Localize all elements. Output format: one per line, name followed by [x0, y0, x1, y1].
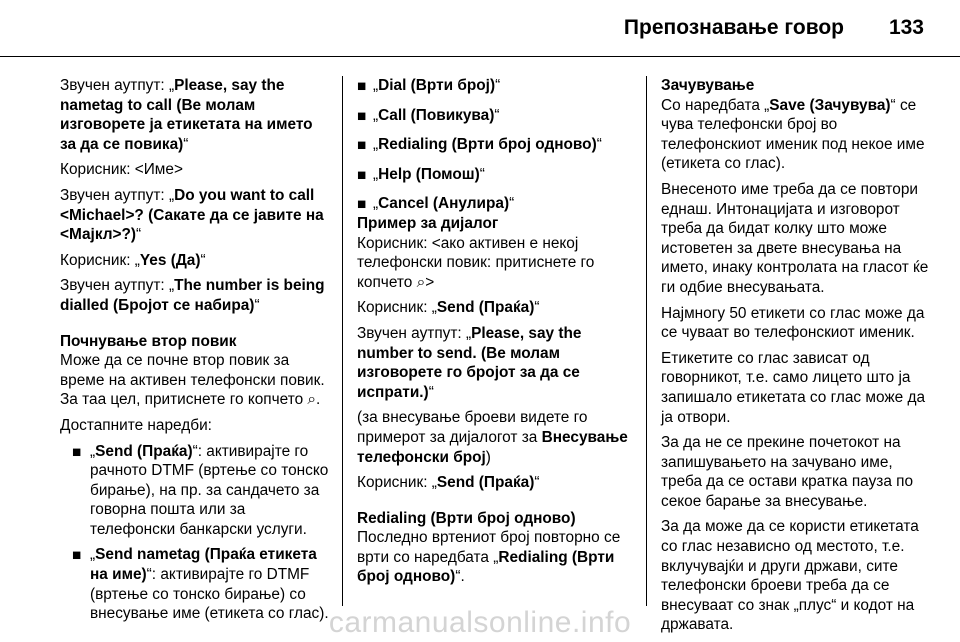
paragraph: Последно вртениот број повторно се врти со наредбата „Redialing (Врти број одново)“. — [357, 529, 621, 586]
section-heading: Почнување втор повик — [60, 332, 237, 350]
paragraph: Корисник: „Send (Праќа)“ — [357, 299, 540, 317]
bullet-icon: ■ — [357, 196, 367, 214]
paragraph: Корисник: <Име> — [60, 161, 183, 179]
paragraph: За да може да се користи етикетата со глас независно од местото, т.е. вклучувајќи и други држави, сите телефонски броеви треба да се внесуваат со знак „плус“ и кодот на државата. — [661, 518, 919, 634]
list-item: ■ „Help (Помош)“ — [357, 165, 485, 184]
watermark: carmanualsonline.info — [328, 606, 632, 639]
section-heading: Зачувување — [661, 77, 755, 94]
paragraph: Корисник: <ако активен е некој телефонски повик: притиснете го копчето ⌕> — [357, 234, 595, 291]
middle-column — [357, 76, 632, 593]
bullet-icon: ■ — [357, 166, 367, 184]
paragraph: За да не се прекине почетокот на запишувањето на зачувано име, треба да се остави кратка пауза по секое барање за внесување. — [661, 434, 914, 510]
paragraph: Достапните наредби: — [60, 416, 212, 434]
paragraph: Внесеното име треба да се повтори еднаш. Интонацијата и изговорот треба да бидат колку што може истоветен за двете внесувања на името, инаку контролата на гласот ќе ги одбие внесувањата. — [661, 180, 929, 296]
list-item: ■ „Send nametag (Праќа етикета на име)“: активирајте го DTMF (вртење со тонско бирање) со внесување име (етикета со глас). — [72, 546, 329, 623]
list-item: ■ „Cancel (Анулира)“ — [357, 195, 515, 214]
paragraph: Може да се почне втор повик за време на активен телефонски повик. За таа цел, притиснете го копчето ⌕. — [60, 352, 325, 409]
section-heading: Redialing (Врти број одново) — [357, 509, 576, 527]
left-column — [60, 76, 330, 630]
paragraph: Звучен аутпут: „Do you want to call <Michael>? (Сакате да се јавите на <Мајкл>?)“ — [60, 186, 324, 244]
bullet-icon: ■ — [357, 107, 367, 125]
right-column — [661, 76, 936, 641]
list-item: ■ „Redialing (Врти број одново)“ — [357, 136, 602, 155]
page-number: 133 — [888, 16, 924, 39]
paragraph: Звучен аутпут: „The number is being dialled (Бројот се набира)“ — [60, 277, 325, 314]
paragraph: Звучен аутпут: „Please, say the number to send. (Ве молам изговорете го бројот за да се испрати.)“ — [357, 324, 582, 401]
paragraph: Најмногу 50 етикети со глас може да се чуваат во телефонскиот именик. — [661, 304, 925, 342]
list-item: ■ „Call (Повикува)“ — [357, 106, 500, 125]
paragraph: Етикетите со глас зависат од говорникот, т.е. само лицето што ја запишало етикетата со глас може да ја отвори. — [661, 349, 926, 426]
bullet-icon: ■ — [357, 137, 367, 155]
section-heading: Пример за дијалог — [357, 214, 499, 232]
list-item: ■ „Dial (Врти број)“ — [357, 77, 501, 95]
page-title: Препознавање говор — [623, 16, 844, 39]
column-divider-2 — [646, 76, 647, 606]
paragraph: (за внесување броеви видете го примерот за дијалогот за Внесување телефонски број) — [357, 409, 628, 466]
bullet-icon: ■ — [72, 443, 82, 461]
list-item: ■ „Send (Праќа)“: активирајте го рачното DTMF (вртење со тонско бирање), на пр. за сандачето за говорна пошта или за телефонски банкарски услуги. — [72, 442, 329, 538]
bullet-icon: ■ — [72, 547, 82, 565]
paragraph: Звучен аутпут: „Please, say the nametag to call (Ве молам изговорете ја етикетата на името за да се повика)“ — [60, 77, 313, 153]
paragraph: Корисник: „Yes (Да)“ — [60, 251, 206, 269]
paragraph: Со наредбата „Save (Зачувува)“ се чува телефонски број во телефонскиот именик под некое име (етикета со глас). — [661, 96, 925, 173]
paragraph: Корисник: „Send (Праќа)“ — [357, 474, 540, 492]
header-divider — [0, 56, 960, 57]
bullet-icon: ■ — [357, 78, 367, 95]
column-divider-1 — [342, 76, 343, 606]
